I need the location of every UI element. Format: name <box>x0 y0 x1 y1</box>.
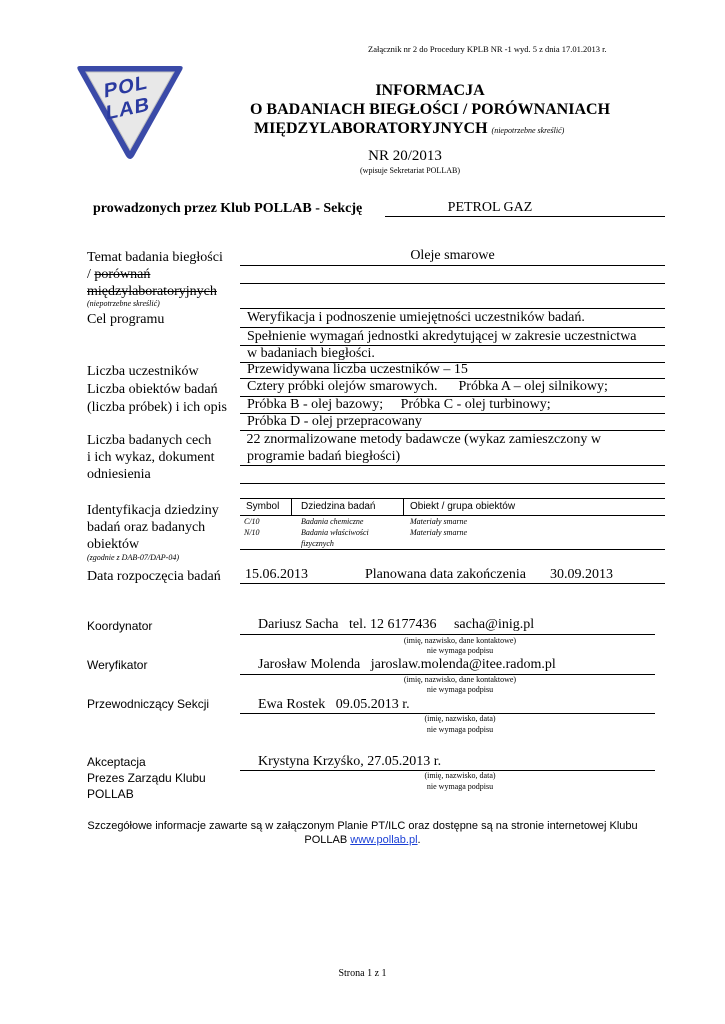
domain-col-symbol: Symbol <box>246 501 280 512</box>
verifier-note2: nie wymaga podpisu <box>426 685 494 694</box>
domain-row2-field: Badania właściwości <box>301 528 369 537</box>
verifier-label: Weryfikator <box>87 658 148 672</box>
features-underline2 <box>240 483 665 484</box>
dates-underline <box>240 583 665 584</box>
date-end: 30.09.2013 <box>550 567 613 582</box>
domain-table-header-line <box>240 515 665 516</box>
program-label: Cel programu <box>87 312 165 327</box>
domain-row2-field2: fizycznych <box>301 539 334 548</box>
features-underline1 <box>240 465 665 466</box>
section-label: prowadzonych przez Klub POLLAB - Sekcję <box>93 201 363 216</box>
logo-text-pol: POL <box>104 71 149 103</box>
program-line2: Spełnienie wymagań jednostki akredytującej w zakresie uczestnictwa <box>247 329 637 344</box>
acceptance-label-3: POLLAB <box>87 787 134 801</box>
objects-underline3 <box>240 430 665 431</box>
domain-table-top <box>240 498 665 499</box>
domain-col-object: Obiekt / grupa obiektów <box>410 501 516 512</box>
domain-table-bottom <box>240 549 665 550</box>
objects-line1: Cztery próbki olejów smarowych. Próbka A – olej silnikowy; <box>247 379 608 394</box>
acceptance-label: Akceptacja <box>87 755 146 769</box>
pollab-website-link[interactable]: www.pollab.pl <box>350 834 418 846</box>
objects-label-2: (liczba próbek) i ich opis <box>87 400 227 415</box>
domain-row1-symbol: C/10 <box>244 517 260 526</box>
topic-line3 <box>240 308 665 309</box>
coordinator-label: Koordynator <box>87 619 153 633</box>
form-number-note: (wpisuje Sekretariat POLLAB) <box>360 166 460 175</box>
domain-col-field: Dziedzina badań <box>301 501 376 512</box>
topic-note: (niepotrzebne skreślić) <box>87 299 160 308</box>
topic-line1 <box>240 265 665 266</box>
features-label-2: i ich wykaz, dokument <box>87 450 215 465</box>
domain-row2-symbol: N/10 <box>244 528 260 537</box>
objects-label: Liczba obiektów badań <box>87 382 218 397</box>
acceptance-label-2: Prezes Zarządu Klubu <box>87 771 206 785</box>
coordinator-value: Dariusz Sacha tel. 12 6177436 sacha@inig.pl <box>258 617 535 632</box>
coordinator-note1: (imię, nazwisko, dane kontaktowe) <box>403 636 517 645</box>
objects-line3: Próbka D - olej przepracowany <box>247 414 422 429</box>
topic-label-3: międzylaboratoryjnych <box>87 284 217 299</box>
program-underline1 <box>240 327 665 328</box>
section-underline <box>385 216 665 217</box>
domain-row1-field: Badania chemiczne <box>301 517 364 526</box>
topic-line2 <box>240 283 665 284</box>
domain-label-3: obiektów <box>87 537 140 552</box>
dates-label: Data rozpoczęcia badań <box>87 569 221 584</box>
participants-value: Przewidywana liczba uczestników – 15 <box>247 362 468 377</box>
title-line1: INFORMACJA <box>375 82 485 99</box>
features-label: Liczba badanych cech <box>87 433 212 448</box>
topic-label: Temat badania biegłości <box>87 250 223 265</box>
chair-note1: (imię, nazwisko, data) <box>424 714 496 723</box>
verifier-value: Jarosław Molenda jaroslaw.molenda@itee.radom.pl <box>258 657 556 672</box>
coordinator-note2: nie wymaga podpisu <box>426 646 494 655</box>
logo-text-lab: LAB <box>106 93 151 125</box>
acceptance-note1: (imię, nazwisko, data) <box>424 771 496 780</box>
domain-label: Identyfikacja dziedziny <box>87 503 219 518</box>
date-start: 15.06.2013 <box>245 567 308 582</box>
topic-label-2: / porównań <box>87 267 151 282</box>
chair-value: Ewa Rostek 09.05.2013 r. <box>258 697 410 712</box>
domain-label-2: badań oraz badanych <box>87 520 206 535</box>
verifier-note1: (imię, nazwisko, dane kontaktowe) <box>403 675 517 684</box>
section-value: PETROL GAZ <box>447 200 533 215</box>
title-line2: O BADANIACH BIEGŁOŚCI / PORÓWNANIACH <box>249 101 611 118</box>
title-line3: MIĘDZYLABORATORYJNYCH (niepotrzebne skreślić) <box>254 120 565 137</box>
chair-note2: nie wymaga podpisu <box>426 725 494 734</box>
domain-row1-object: Materiały smarne <box>410 517 468 526</box>
footer-line1: Szczegółowe informacje zawarte są w załączonym Planie PT/ILC oraz dostępne są na stronie internetowej Klubu <box>87 820 638 832</box>
participants-label: Liczba uczestników <box>87 364 199 379</box>
domain-table-div2 <box>403 498 404 515</box>
coordinator-underline <box>240 634 655 635</box>
domain-note: (zgodnie z DAB-07/DAP-04) <box>87 553 179 562</box>
chair-label: Przewodniczący Sekcji <box>87 697 210 711</box>
date-end-label: Planowana data zakończenia <box>365 567 526 582</box>
acceptance-value: Krystyna Krzyśko, 27.05.2013 r. <box>258 754 442 769</box>
topic-value: Oleje smarowe <box>410 248 495 263</box>
objects-line2: Próbka B - olej bazowy; Próbka C - olej turbinowy; <box>247 397 551 412</box>
program-line1: Weryfikacja i podnoszenie umiejętności uczestników badań. <box>247 310 585 325</box>
domain-row2-object: Materiały smarne <box>410 528 468 537</box>
domain-table-div1 <box>291 498 292 515</box>
annex-note: Załącznik nr 2 do Procedury KPLB NR -1 wyd. 5 z dnia 17.01.2013 r. <box>368 44 607 54</box>
acceptance-note2: nie wymaga podpisu <box>426 782 494 791</box>
page-number: Strona 1 z 1 <box>338 968 387 979</box>
form-number: NR 20/2013 <box>368 148 442 164</box>
features-label-3: odniesienia <box>87 467 151 482</box>
pollab-logo <box>74 62 186 162</box>
features-line1: 22 znormalizowane metody badawcze (wykaz zamieszczony w <box>243 432 602 447</box>
program-line3: w badaniach biegłości. <box>247 346 375 361</box>
title-note: (niepotrzebne skreślić) <box>491 126 565 135</box>
footer-line2: POLLAB www.pollab.pl. <box>304 834 421 846</box>
features-line2: programie badań biegłości) <box>247 449 401 464</box>
